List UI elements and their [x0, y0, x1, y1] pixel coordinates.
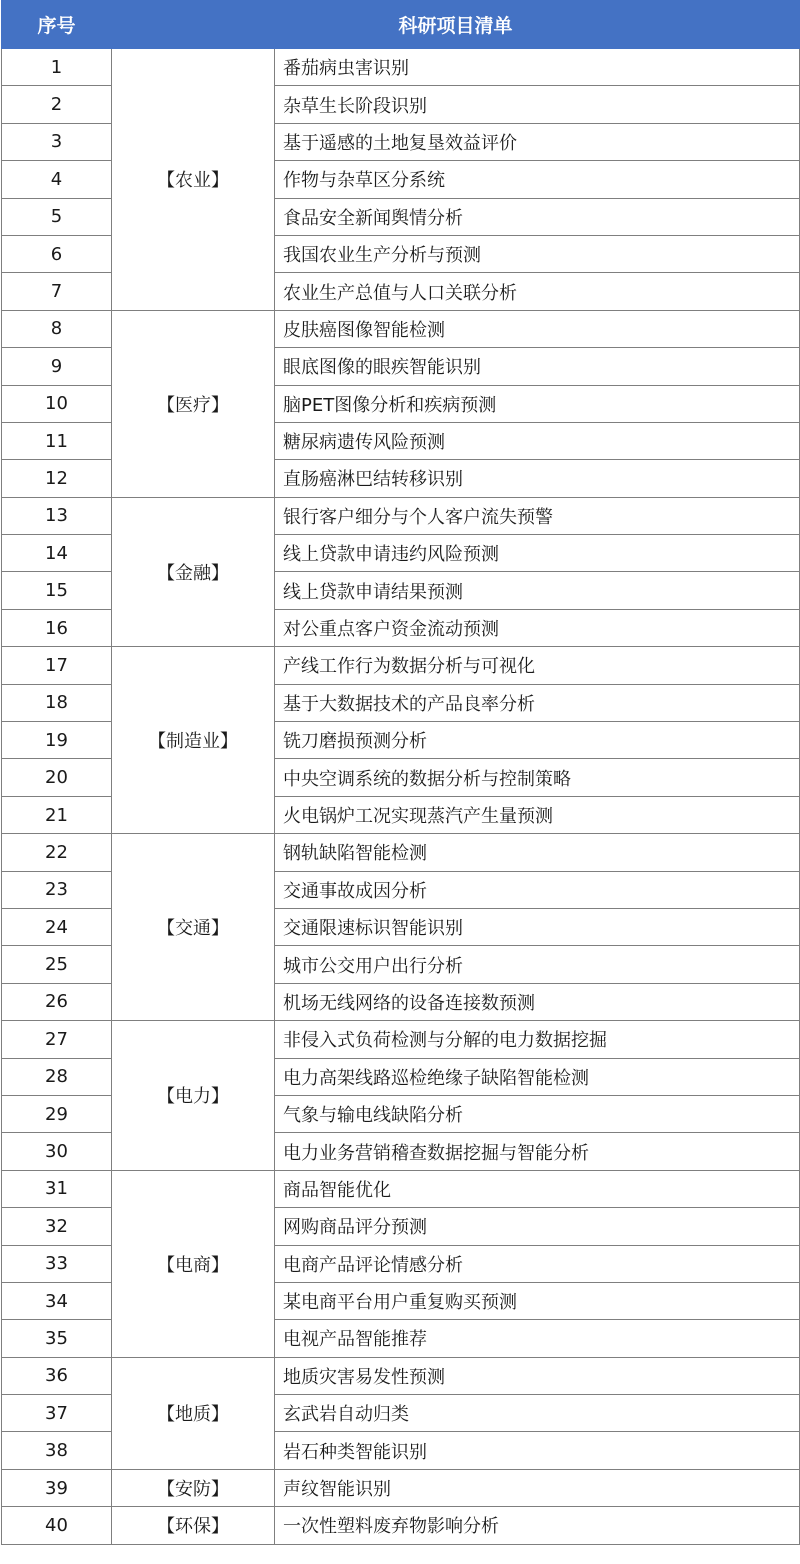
project-name-cell: 某电商平台用户重复购买预测	[275, 1282, 800, 1319]
table-body	[2, 49, 800, 1545]
serial-number-cell: 3	[2, 123, 112, 160]
project-name-cell: 线上贷款申请结果预测	[275, 572, 800, 609]
project-name-cell: 食品安全新闻舆情分析	[275, 198, 800, 235]
serial-number-cell: 39	[2, 1469, 112, 1506]
table-row	[2, 497, 800, 534]
serial-number-cell: 8	[2, 310, 112, 347]
project-name-cell: 电力高架线路巡检绝缘子缺陷智能检测	[275, 1058, 800, 1095]
serial-number-cell: 24	[2, 908, 112, 945]
serial-number-cell: 22	[2, 834, 112, 871]
category-cell: 【交通】	[112, 834, 275, 1021]
project-name-cell: 机场无线网络的设备连接数预测	[275, 983, 800, 1020]
header-row	[2, 1, 800, 49]
project-name-cell: 银行客户细分与个人客户流失预警	[275, 497, 800, 534]
project-name-cell: 电力业务营销稽查数据挖掘与智能分析	[275, 1133, 800, 1170]
category-cell: 【环保】	[112, 1507, 275, 1544]
serial-number-cell: 19	[2, 722, 112, 759]
project-name-cell: 岩石种类智能识别	[275, 1432, 800, 1469]
category-cell: 【安防】	[112, 1469, 275, 1506]
serial-number-cell: 10	[2, 385, 112, 422]
serial-number-cell: 18	[2, 684, 112, 721]
serial-number-cell: 23	[2, 871, 112, 908]
serial-number-cell: 30	[2, 1133, 112, 1170]
project-name-cell: 城市公交用户出行分析	[275, 946, 800, 983]
table-row	[2, 1021, 800, 1058]
serial-number-cell: 28	[2, 1058, 112, 1095]
serial-number-cell: 34	[2, 1282, 112, 1319]
header-serial-number: 序号	[2, 1, 112, 49]
project-name-cell: 番茄病虫害识别	[275, 49, 800, 86]
serial-number-cell: 21	[2, 796, 112, 833]
project-name-cell: 玄武岩自动归类	[275, 1395, 800, 1432]
serial-number-cell: 15	[2, 572, 112, 609]
project-name-cell: 皮肤癌图像智能检测	[275, 310, 800, 347]
project-name-cell: 糖尿病遗传风险预测	[275, 422, 800, 459]
serial-number-cell: 1	[2, 49, 112, 86]
project-name-cell: 交通事故成因分析	[275, 871, 800, 908]
table-row	[2, 1357, 800, 1394]
project-list-table	[1, 0, 800, 1545]
project-name-cell: 直肠癌淋巴结转移识别	[275, 460, 800, 497]
category-cell: 【金融】	[112, 497, 275, 647]
category-cell: 【电力】	[112, 1021, 275, 1171]
category-cell: 【农业】	[112, 49, 275, 311]
serial-number-cell: 11	[2, 422, 112, 459]
serial-number-cell: 16	[2, 609, 112, 646]
serial-number-cell: 40	[2, 1507, 112, 1544]
project-name-cell: 产线工作行为数据分析与可视化	[275, 647, 800, 684]
serial-number-cell: 32	[2, 1208, 112, 1245]
serial-number-cell: 37	[2, 1395, 112, 1432]
serial-number-cell: 27	[2, 1021, 112, 1058]
project-name-cell: 电商产品评论情感分析	[275, 1245, 800, 1282]
project-name-cell: 农业生产总值与人口关联分析	[275, 273, 800, 310]
serial-number-cell: 7	[2, 273, 112, 310]
serial-number-cell: 25	[2, 946, 112, 983]
serial-number-cell: 13	[2, 497, 112, 534]
project-name-cell: 交通限速标识智能识别	[275, 908, 800, 945]
table-row	[2, 834, 800, 871]
project-name-cell: 基于大数据技术的产品良率分析	[275, 684, 800, 721]
serial-number-cell: 14	[2, 535, 112, 572]
project-name-cell: 中央空调系统的数据分析与控制策略	[275, 759, 800, 796]
project-name-cell: 非侵入式负荷检测与分解的电力数据挖掘	[275, 1021, 800, 1058]
category-cell: 【医疗】	[112, 310, 275, 497]
table-row	[2, 49, 800, 86]
project-name-cell: 地质灾害易发性预测	[275, 1357, 800, 1394]
project-name-cell: 一次性塑料废弃物影响分析	[275, 1507, 800, 1544]
table-row	[2, 1469, 800, 1506]
project-name-cell: 对公重点客户资金流动预测	[275, 609, 800, 646]
table-row	[2, 1507, 800, 1544]
serial-number-cell: 2	[2, 86, 112, 123]
serial-number-cell: 35	[2, 1320, 112, 1357]
serial-number-cell: 38	[2, 1432, 112, 1469]
serial-number-cell: 4	[2, 161, 112, 198]
project-name-cell: 作物与杂草区分系统	[275, 161, 800, 198]
project-name-cell: 基于遥感的土地复垦效益评价	[275, 123, 800, 160]
category-cell: 【地质】	[112, 1357, 275, 1469]
serial-number-cell: 31	[2, 1170, 112, 1207]
project-name-cell: 眼底图像的眼疾智能识别	[275, 348, 800, 385]
header-project-list: 科研项目清单	[112, 1, 800, 49]
serial-number-cell: 17	[2, 647, 112, 684]
project-name-cell: 气象与输电线缺陷分析	[275, 1095, 800, 1132]
serial-number-cell: 12	[2, 460, 112, 497]
serial-number-cell: 33	[2, 1245, 112, 1282]
project-name-cell: 电视产品智能推荐	[275, 1320, 800, 1357]
table-row	[2, 310, 800, 347]
project-name-cell: 火电锅炉工况实现蒸汽产生量预测	[275, 796, 800, 833]
category-cell: 【电商】	[112, 1170, 275, 1357]
project-name-cell: 网购商品评分预测	[275, 1208, 800, 1245]
serial-number-cell: 6	[2, 235, 112, 272]
serial-number-cell: 29	[2, 1095, 112, 1132]
serial-number-cell: 5	[2, 198, 112, 235]
project-name-cell: 商品智能优化	[275, 1170, 800, 1207]
project-name-cell: 杂草生长阶段识别	[275, 86, 800, 123]
serial-number-cell: 26	[2, 983, 112, 1020]
project-name-cell: 脑PET图像分析和疾病预测	[275, 385, 800, 422]
table-header	[2, 1, 800, 49]
project-name-cell: 线上贷款申请违约风险预测	[275, 535, 800, 572]
serial-number-cell: 36	[2, 1357, 112, 1394]
serial-number-cell: 9	[2, 348, 112, 385]
serial-number-cell: 20	[2, 759, 112, 796]
project-name-cell: 声纹智能识别	[275, 1469, 800, 1506]
category-cell: 【制造业】	[112, 647, 275, 834]
project-name-cell: 我国农业生产分析与预测	[275, 235, 800, 272]
project-name-cell: 铣刀磨损预测分析	[275, 722, 800, 759]
table-row	[2, 647, 800, 684]
table-row	[2, 1170, 800, 1207]
project-name-cell: 钢轨缺陷智能检测	[275, 834, 800, 871]
